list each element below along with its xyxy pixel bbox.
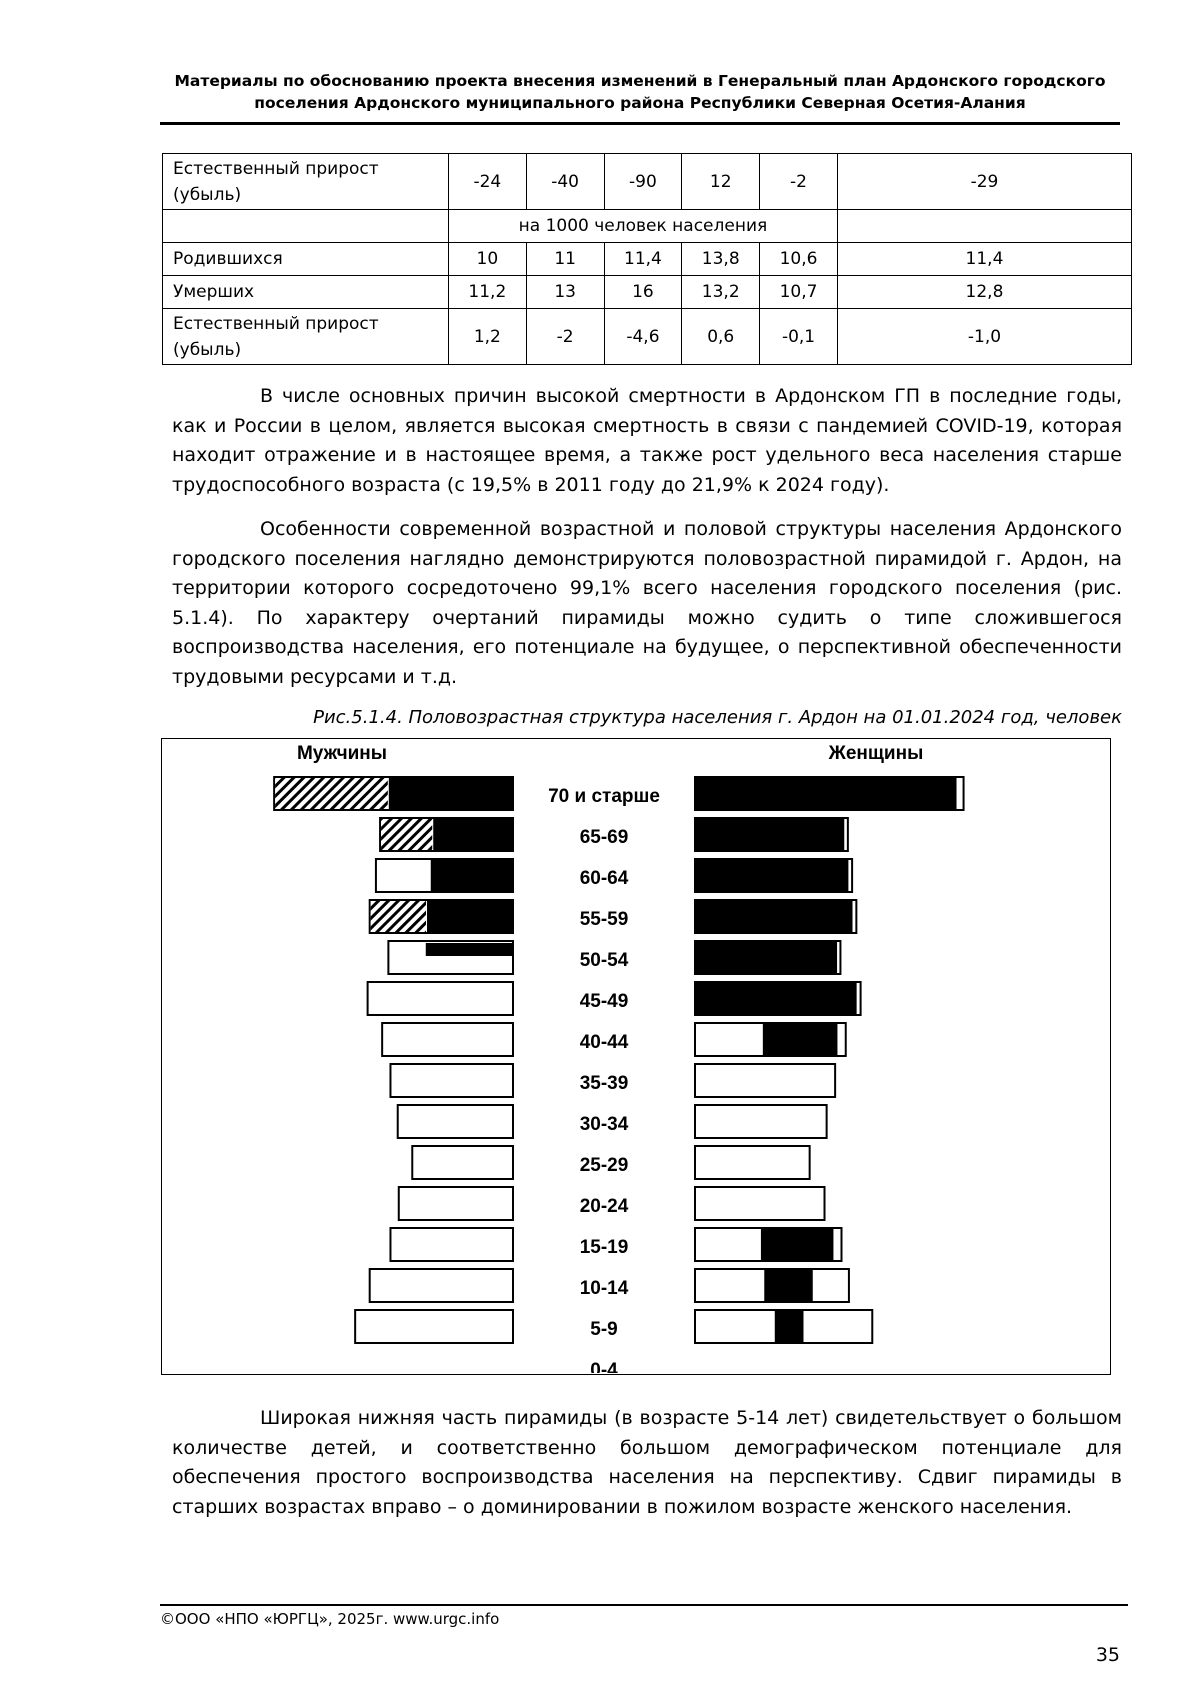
- table-cell: 11,2: [448, 276, 526, 309]
- table-row: [163, 276, 1132, 309]
- paragraph-mortality: В числе основных причин высокой смертности в Ардонском ГП в последние годы, как и России в целом, является высокая смертность в связи с пандемией COVID-19, которая находит отражение и в настоящее время, а также рост удельного веса населения старше трудоспособного возраста (с 19,5% в 2011 году до 21,9% к 2024 году).: [172, 385, 1122, 496]
- page-header: [160, 70, 1120, 114]
- table-row: [163, 154, 1132, 210]
- bar-men: [390, 1064, 513, 1097]
- bar-men: [368, 982, 513, 1015]
- table-cell: -0,1: [760, 309, 838, 365]
- paragraph-conclusion: Широкая нижняя часть пирамиды (в возрасте 5-14 лет) свидетельствует о большом количестве детей, и соответственно большом демографическом потенциале для обеспечения простого воспроизводства населения на перспективу. Сдвиг пирамиды в старших возрастах вправо – о доминировании в пожилом возрасте женского населения.: [172, 1407, 1122, 1518]
- bar-men-filled: [389, 778, 513, 809]
- bar-men: [412, 1146, 513, 1179]
- bar-men: [370, 1269, 513, 1302]
- row-label: Умерших: [163, 276, 449, 309]
- tick-label-age: 10-14: [579, 1278, 629, 1299]
- tick-label-age: 45-49: [579, 991, 629, 1012]
- bar-women-filled: [696, 901, 853, 932]
- table-cell: 12: [682, 154, 760, 210]
- table-cell: -40: [526, 154, 604, 210]
- bar-women: [695, 1064, 835, 1097]
- bar-women-filled: [763, 1024, 838, 1055]
- table-cell: 10,7: [760, 276, 838, 309]
- tick-label-age: 15-19: [579, 1237, 629, 1258]
- table-cell: 11: [526, 243, 604, 276]
- bar-women-filled: [696, 778, 957, 809]
- bar-men: [399, 1187, 513, 1220]
- population-pyramid-chart: [162, 739, 1109, 1373]
- tick-label-age: 20-24: [579, 1196, 629, 1217]
- tick-label-age: 30-34: [579, 1114, 629, 1135]
- row-label: Родившихся: [163, 243, 449, 276]
- bar-men: [355, 1310, 513, 1343]
- tick-label-age: 50-54: [579, 950, 629, 971]
- tick-label-age: 60-64: [579, 868, 629, 889]
- tick-label-age: 0-4: [590, 1360, 618, 1373]
- table-cell: -2: [526, 309, 604, 365]
- table-row: [163, 210, 1132, 243]
- chart-frame: [161, 738, 1111, 1375]
- bar-women-filled: [696, 983, 857, 1014]
- tick-label-age: 55-59: [579, 909, 629, 930]
- bar-men-filled: [431, 860, 513, 891]
- bar-men-filled: [433, 819, 513, 850]
- bar-women: [695, 1187, 825, 1220]
- header-line-1: Материалы по обоснованию проекта внесения изменений в Генеральный план Ардонского городского: [174, 72, 1106, 90]
- table-cell: -2: [760, 154, 838, 210]
- table-cell: 10: [448, 243, 526, 276]
- table-cell: -24: [448, 154, 526, 210]
- table-cell: 11,4: [837, 243, 1131, 276]
- bar-women-filled: [775, 1311, 804, 1342]
- header-line-2: поселения Ардонского муниципального района Республики Северная Осетия-Алания: [254, 94, 1026, 112]
- table-cell: -1,0: [837, 309, 1131, 365]
- table-cell: -4,6: [604, 309, 682, 365]
- tick-label-age: 70 и старше: [548, 786, 660, 807]
- bar-men: [382, 1023, 513, 1056]
- table-cell: 10,6: [760, 243, 838, 276]
- row-label: Естественный прирост (убыль): [163, 154, 449, 210]
- bar-men-filled: [427, 901, 513, 932]
- bar-women: [695, 1146, 810, 1179]
- series-label-women: Женщины: [828, 743, 924, 764]
- header-rule: [160, 122, 1120, 125]
- table-cell: 16: [604, 276, 682, 309]
- bar-men: [390, 1228, 513, 1261]
- bar-women-filled: [696, 942, 837, 973]
- tick-label-age: 35-39: [579, 1073, 629, 1094]
- section-header: на 1000 человек населения: [448, 210, 837, 243]
- figure-caption: Рис.5.1.4. Половозрастная структура населения г. Ардон на 01.01.2024 год, человек: [313, 707, 1122, 728]
- bar-women: [695, 1105, 827, 1138]
- bar-men-hatched: [381, 819, 432, 850]
- table-cell: 13: [526, 276, 604, 309]
- table-cell: -90: [604, 154, 682, 210]
- footer-text: ©ООО «НПО «ЮРГЦ», 2025г. www.urgc.info: [160, 1610, 500, 1628]
- page-number: 35: [1095, 1644, 1120, 1666]
- paragraph-structure: Особенности современной возрастной и половой структуры населения Ардонского городского поселения наглядно демонстрируются половозрастной пирамидой г. Ардон, на территории которого сосредоточено 99,1% всего населения городского поселения (рис. 5.1.4). По характеру очертаний пирамиды можно судить о типе сложившегося воспроизводства населения, его потенциале на будущее, о перспективной обеспеченности трудовыми ресурсами и т.д.: [172, 518, 1122, 688]
- tick-label-age: 25-29: [579, 1155, 629, 1176]
- bar-women-filled: [696, 860, 848, 891]
- series-label-men: Мужчины: [296, 743, 388, 764]
- table-cell: -29: [837, 154, 1131, 210]
- table-cell: 0,6: [682, 309, 760, 365]
- tick-label-age: 65-69: [579, 827, 629, 848]
- bar-women-filled: [764, 1270, 812, 1301]
- stats-table: [162, 153, 1132, 365]
- empty-cell: [163, 210, 449, 243]
- bar-men-filled: [426, 943, 513, 956]
- empty-cell: [837, 210, 1131, 243]
- table-cell: 13,2: [682, 276, 760, 309]
- bar-women-filled: [761, 1229, 834, 1260]
- bar-women-filled: [696, 819, 844, 850]
- tick-label-age: 40-44: [579, 1032, 629, 1053]
- bar-men-hatched: [371, 901, 426, 932]
- footer-rule: [160, 1604, 1128, 1606]
- table-cell: 12,8: [837, 276, 1131, 309]
- table-cell: 1,2: [448, 309, 526, 365]
- table-row: [163, 243, 1132, 276]
- table-cell: 11,4: [604, 243, 682, 276]
- table-row: [163, 309, 1132, 365]
- tick-label-age: 5-9: [590, 1319, 618, 1340]
- bar-men-hatched: [275, 778, 388, 809]
- bar-men: [398, 1105, 513, 1138]
- table-cell: 13,8: [682, 243, 760, 276]
- row-label: Естественный прирост (убыль): [163, 309, 449, 365]
